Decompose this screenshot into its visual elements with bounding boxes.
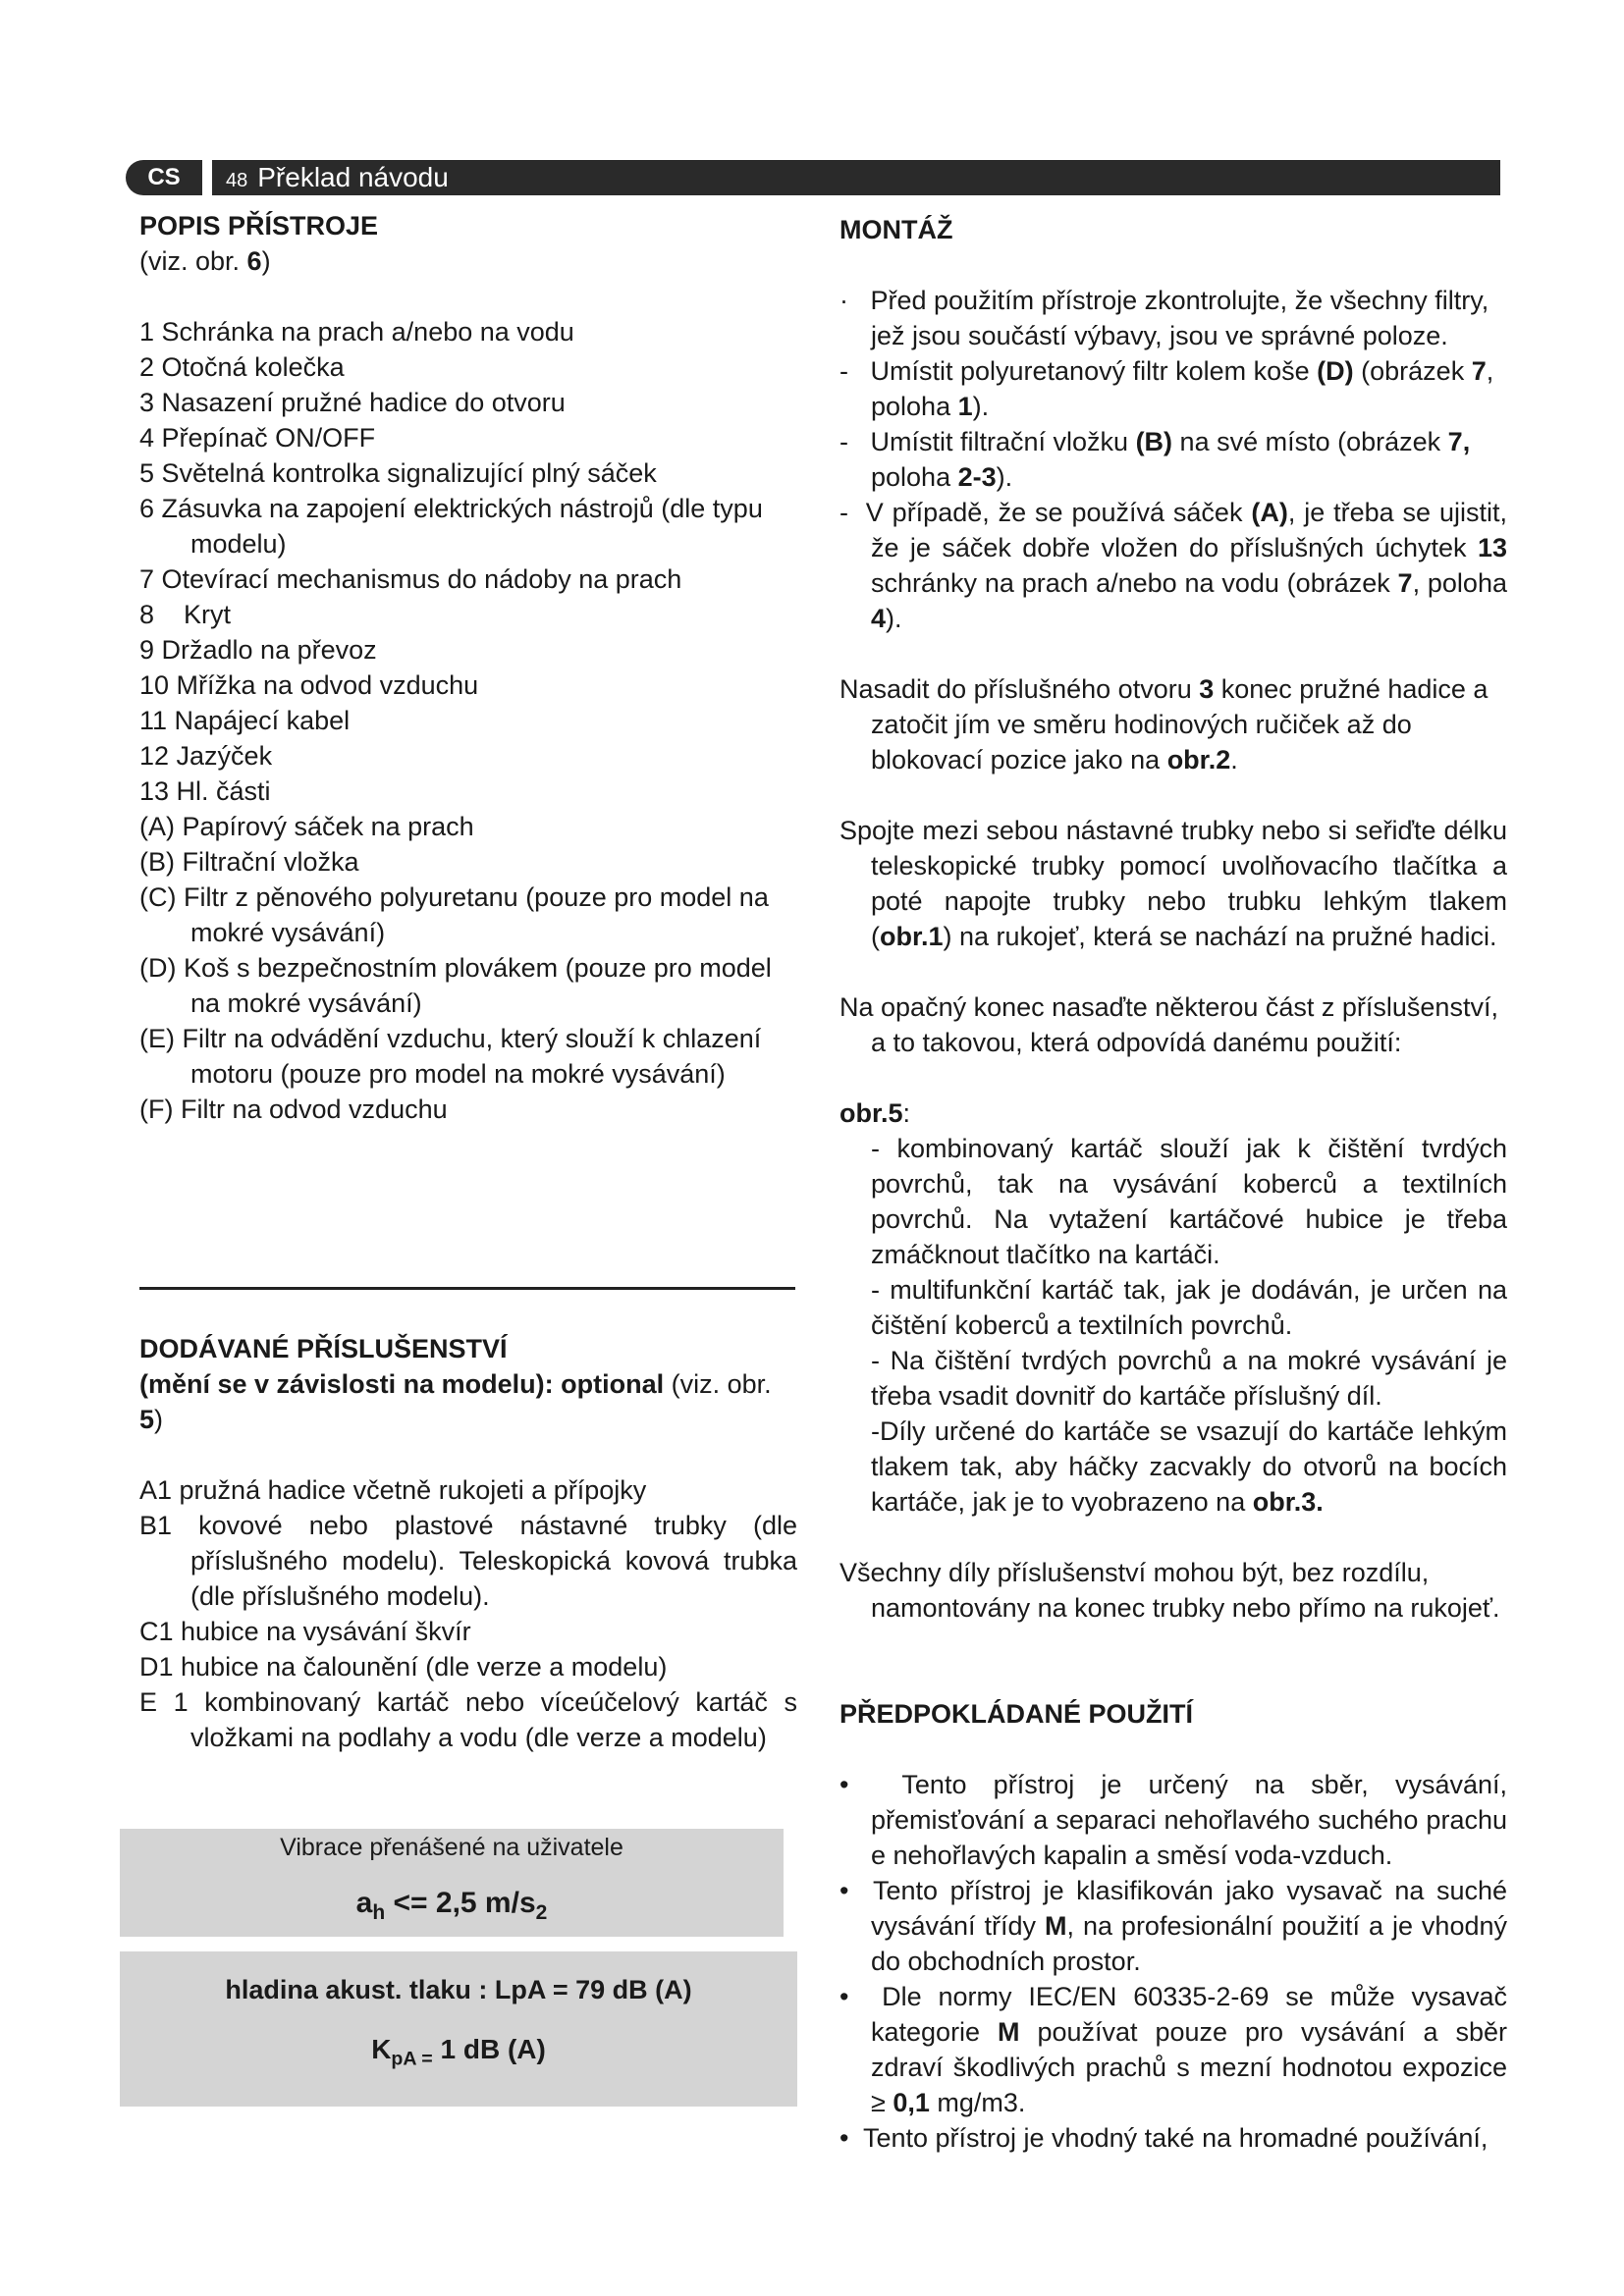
obr5-label: obr.5: (839, 1098, 911, 1128)
header-title: Překlad návodu (257, 162, 449, 192)
list-item: 5 Světelná kontrolka signalizující plný sáček (139, 458, 657, 488)
noise-box (120, 1951, 797, 2107)
list-item: 11 Napájecí kabel (139, 706, 351, 735)
vibration-value: $a_h <= 2,5$ $m/s_2$ (120, 1882, 784, 1937)
list-item: • Tento přístroj je klasifikován jako vysavač na suché vysávání třídy M, na profesionální použití a je vhodný do obchodních prostor. (839, 1876, 1515, 1976)
list-item: 9 Držadlo na převoz (139, 635, 377, 665)
noise-pressure: hladina akust. tlaku : LpA = 79 dB (A) (225, 1975, 692, 2004)
list-item: 12 Jazýček (139, 741, 273, 771)
list-item: (C) Filtr z pěnového polyuretanu (pouze pro model na mokré vysávání) (139, 882, 769, 947)
list-item: (A) Papírový sáček na prach (139, 812, 474, 841)
list-item: 7 Otevírací mechanismus do nádoby na prach (139, 564, 682, 594)
popis-ref: (viz. obr. 6) (139, 246, 271, 276)
list-item: C1 hubice na vysávání škvír (139, 1617, 471, 1646)
list-item: 13 Hl. části (139, 776, 271, 806)
list-item: • Tento přístroj je určený na sběr, vysávání, přemisťování a separaci nehořlavého suchého prachu e nehořlavých kapalin a směsí voda-vzduch. (839, 1770, 1515, 1870)
hose-paragraph: Nasadit do příslušného otvoru 3 konec pružné hadice a zatočit jím ve směru hodinových ručiček až do blokovací pozice jako na obr.2. (839, 674, 1489, 774)
accessories-title: DODÁVANÉ PŘÍSLUŠENSTVÍ (139, 1334, 508, 1363)
page-header (126, 160, 1500, 195)
all-accessories-paragraph: Všechny díly příslušenství mohou být, bez rozdílu, namontovány na konec trubky nebo přímo na rukojeť. (839, 1558, 1500, 1623)
list-item: E 1 kombinovaný kartáč nebo víceúčelový kartáč s vložkami na podlahy a vodu (dle verze a modelu) (139, 1687, 797, 1752)
end-paragraph: Na opačný konec nasaďte některou část z příslušenství, a to takovou, která odpovídá danému použití: (839, 992, 1498, 1057)
list-item: (E) Filtr na odvádění vzduchu, který slouží k chlazení motoru (pouze pro model na mokré vysávání) (139, 1024, 762, 1089)
list-item: 2 Otočná kolečka (139, 352, 345, 382)
noise-uncertainty: $K_{pA =}$ 1 dB (A) (371, 2034, 546, 2070)
list-item: - Umístit polyuretanový filtr kolem koše (D) (obrázek 7, poloha 1). (839, 356, 1501, 421)
list-item: 4 Přepínač ON/OFF (139, 423, 376, 453)
list-item: 3 Nasazení pružné hadice do otvoru (139, 388, 566, 417)
parts-list (139, 314, 797, 1127)
list-item: • Dle normy IEC/EN 60335-2-69 se může vysavač kategorie M používat pouze pro vysávání a sběr zdraví škodlivých prachů s mezní hodnotou expozice ≥ 0,1 mg/m3. (839, 1982, 1515, 2117)
page-number: 48 (226, 170, 248, 191)
list-item: -Díly určené do kartáče se vsazují do kartáče lehkým tlakem tak, aby háčky zacvakly do otvorů na bocích kartáče, jak je to vyobrazeno na obr.3. (871, 1416, 1507, 1517)
vibration-label: Vibrace přenášené na uživatele (120, 1829, 784, 1882)
list-item: 10 Mřížka na odvod vzduchu (139, 670, 479, 700)
list-item: 6 Zásuvka na zapojení elektrických nástrojů (dle typu modelu) (139, 494, 763, 559)
list-item: A1 pružná hadice včetně rukojeti a přípojky (139, 1475, 647, 1505)
accessories-subtitle: (mění se v závislosti na modelu): optional (viz. obr. 5) (139, 1369, 772, 1434)
list-item: · Před použitím přístroje zkontrolujte, že všechny filtry, jež jsou součástí výbavy, jsou ve správné poloze. (839, 286, 1496, 350)
header-bar (212, 160, 1500, 195)
list-item: D1 hubice na čalounění (dle verze a modelu) (139, 1652, 668, 1682)
list-item: 1 Schránka na prach a/nebo na vodu (139, 317, 574, 347)
section-divider (139, 1287, 795, 1290)
montaz-title: MONTÁŽ (839, 215, 953, 244)
list-item: (F) Filtr na odvod vzduchu (139, 1095, 448, 1124)
list-item: • Tento přístroj je vhodný také na hromadné používání, (839, 2123, 1489, 2153)
list-item: 8 Kryt (139, 600, 232, 629)
assembly-section (839, 212, 1515, 2156)
list-item: - Umístit filtrační vložku (B) na své místo (obrázek 7, poloha 2-3). (839, 427, 1478, 492)
list-item: (B) Filtrační vložka (139, 847, 359, 877)
list-item: - Na čištění tvrdých povrchů a na mokré vysávání je třeba vsadit dovnitř do kartáče příslušný díl. (871, 1346, 1507, 1411)
list-item: - multifunkční kartáč tak, jak je dodáván, je určen na čištění koberců a textilních povrchů. (871, 1275, 1507, 1340)
language-badge: CS (126, 160, 202, 195)
intended-use-title: PŘEDPOKLÁDANÉ POUŽITÍ (839, 1699, 1194, 1729)
list-item: - V případě, že se používá sáček (A), je třeba se ujistit, že je sáček dobře vložen do příslušných úchytek 13 schránky na prach a/nebo na vodu (obrázek 7, poloha 4). (839, 498, 1515, 633)
tube-paragraph: Spojte mezi sebou nástavné trubky nebo si seřiďte délku teleskopické trubky pomocí uvolňovacího tlačítka a poté napojte trubky nebo trubku lehkým tlakem (obr.1) na rukojeť, která se nachází na pružné hadici. (839, 816, 1507, 951)
popis-title: POPIS PŘÍSTROJE (139, 211, 379, 240)
list-item: (D) Koš s bezpečnostním plovákem (pouze pro model na mokré vysávání) (139, 953, 772, 1018)
accessories-section (139, 1331, 797, 1755)
list-item: B1 kovové nebo plastové nástavné trubky (dle příslušného modelu). Teleskopická kovová trubka (dle příslušného modelu). (139, 1511, 797, 1611)
list-item: - kombinovaný kartáč slouží jak k čištění tvrdých povrchů, tak na vysávání koberců a textilních povrchů. Na vytažení kartáčové hubice je třeba zmáčknout tlačítko na kartáči. (871, 1134, 1507, 1269)
device-description (139, 208, 797, 1127)
